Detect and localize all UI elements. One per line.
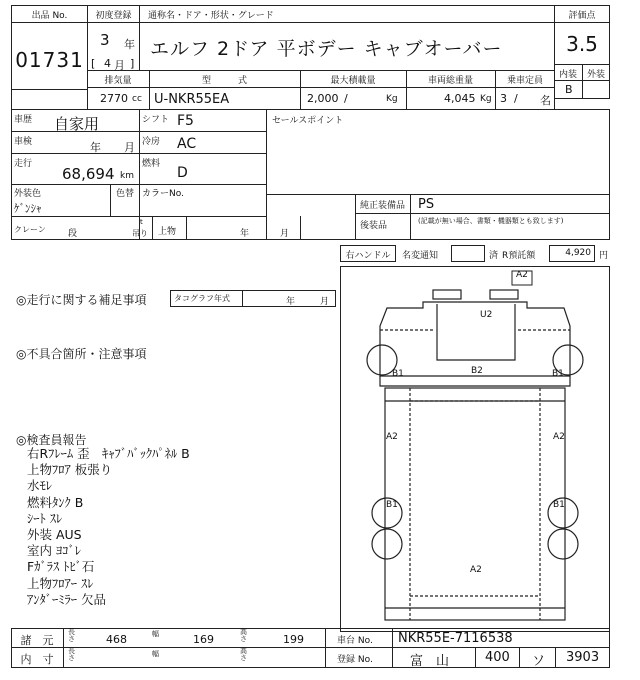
shift-label: シフト [142,115,170,125]
history-label: 車歴 [14,115,33,125]
tacho-year-unit: 年 [286,297,296,307]
upper-year-unit: 年 [240,229,250,239]
inspection-label: 車検 [14,137,33,147]
gross-weight-label: 車両総重量 [427,76,473,86]
crane-stage-unit: 段 [68,229,78,239]
first-reg-year: 3 [100,31,110,49]
upper-month-unit: 月 [280,229,290,239]
diagram-mark-a2-front: A2 [516,270,528,280]
max-load-unit: Kg [386,94,398,104]
capacity-unit: 名 [540,94,551,107]
first-reg-year-unit: 年 [124,38,135,51]
name-change-label: 名変通知 [402,251,439,261]
diagram-mark-a2-right: A2 [553,432,565,442]
first-reg-label: 初度登録 [95,11,132,21]
inspector-line: 上物ﾌﾛｱ 板張り [27,462,113,478]
height-label: 高さ [240,628,247,643]
ext-color-value: ｹﾞﾝｼｬ [14,202,42,215]
reg-region: 富 山 [410,654,450,669]
diagram-mark-a2-left: A2 [386,432,398,442]
length-value: 468 [106,633,127,646]
inspector-line: 燃料ﾀﾝｸ B [27,494,84,510]
inspection-month-unit: 月 [124,141,135,154]
retrofit-label: 後装品 [360,221,388,231]
first-reg-month: 4 [104,57,111,70]
height-value: 199 [283,633,304,646]
interior-width-label: 幅 [152,650,159,658]
interior-length-label: 長さ [68,647,75,662]
defects-label: ◎不具合箇所・注意事項 [16,347,147,361]
inspector-label: ◎検査員報告 [16,433,87,447]
inspector-line: 右Rﾌﾚｰﾑ 歪 ｷｬﾌﾞﾊﾞｯｸﾊﾟﾈﾙ B [27,446,190,461]
width-value: 169 [193,633,214,646]
ac-value: AC [177,136,197,152]
equipment-value: PS [418,197,435,212]
inspector-line: 水ﾓﾚ [27,478,53,494]
recycle-value: 4,920 [565,248,591,258]
crane-ton-unit: t [140,218,143,226]
crane-lift-unit: 吊り [132,229,148,238]
truck-outline-svg [340,266,610,632]
grade-value: 3.5 [566,32,598,56]
inspector-line: 室内 ﾖｺﾞﾚ [27,543,81,559]
inspector-line: Fｶﾞﾗｽ ﾄﾋﾞ石 [27,559,95,575]
inspection-year-unit: 年 [90,141,101,154]
grade-label: 評価点 [568,11,596,21]
lot-label: 出品 No. [31,11,68,21]
interior-grade: B [565,83,573,96]
diagram-mark-b1-left-rear: B1 [386,500,398,510]
type-value: U-NKR55EA [154,92,230,107]
footer-table [11,628,610,668]
mileage-label: 走行 [14,159,33,169]
model-name: エルフ 2ドア 平ボデー キャブオーバー [150,38,503,60]
color-change-label: 色替 [116,189,135,199]
rhd-label: 右ハンドル [345,251,391,261]
max-load-value: 2,000 [307,92,339,105]
capacity-sep: / [514,92,518,105]
width-label: 幅 [152,630,159,638]
ext-color-label: 外装色 [14,189,42,199]
capacity-label: 乗車定員 [506,76,543,86]
interior-height-label: 高さ [240,647,247,662]
max-load-sep: / [344,92,348,105]
first-reg-month-bracket-close: ] [130,57,135,70]
color-no-label: カラーNo. [142,189,184,199]
first-reg-month-bracket: [ [91,57,96,70]
chassis-label: 車台 No. [337,636,373,646]
upper-label: 上物 [158,227,177,237]
name-change-box [451,245,485,262]
tacho-label: タコグラフ年式 [174,294,230,303]
recycle-unit: 円 [599,251,609,261]
displacement-label: 排気量 [104,76,132,86]
displacement-value: 2770 [100,92,128,105]
max-load-label: 最大積載量 [330,76,376,86]
gross-weight-unit: Kg [480,94,492,104]
crane-label: クレーン [14,225,46,234]
sales-point-label: セールスポイント [272,116,344,126]
interior-grade-label: 内装 [558,70,577,80]
dims-label: 諸 元 [20,634,54,647]
ac-label: 冷房 [142,137,161,147]
type-label: 型 式 [201,76,247,86]
tacho-month-unit: 月 [320,297,330,307]
lot-number: 01731 [15,48,84,72]
diagram-mark-a2-rear: A2 [470,565,482,575]
exterior-grade-label: 外装 [586,70,605,80]
fuel-label: 燃料 [142,159,161,169]
chassis-value: NKR55E-7116538 [398,631,513,646]
reg-number: 3903 [566,650,600,665]
length-label: 長さ [68,628,75,643]
mileage-unit: km [120,171,134,181]
reg-kana: ソ [532,654,546,669]
reg-label: 登録 No. [337,655,373,665]
diagram-mark-b1-right-rear: B1 [553,500,565,510]
fuel-value: D [177,165,188,181]
inspector-line: ｱﾝﾀﾞｰﾐﾗｰ 欠品 [27,591,106,607]
diagram-mark-b1-right-cab: B1 [552,369,564,379]
shift-value: F5 [177,113,194,129]
recycle-label: R預託額 [502,251,536,261]
diagram-mark-b2: B2 [471,366,483,376]
diagram-mark-b1-left-cab: B1 [392,369,404,379]
equipment-label: 純正装備品 [360,201,406,211]
inspector-line: 外装 AUS [27,527,82,543]
inspector-lines [27,446,190,608]
gross-weight-value: 4,045 [444,92,476,105]
diagram-mark-u2: U2 [480,310,493,320]
history-value: 自家用 [54,115,100,133]
retrofit-note: (記載が無い場合、書類・機器類とも致します) [418,217,564,225]
inspector-line: 上物ﾌﾛｱｰ ｽﾚ [27,575,94,591]
mileage-value: 68,694 [62,165,115,183]
recycle-mark: 済 [489,251,499,261]
reg-class: 400 [485,650,510,665]
capacity-value: 3 [500,92,507,105]
first-reg-month-unit: 月 [114,59,125,72]
displacement-unit: cc [132,94,142,104]
inspector-line: ｼｰﾄ ｽﾚ [27,510,63,526]
model-name-label: 通称名・ドア・形状・グレード [148,11,274,21]
driving-notes-label: ◎走行に関する補足事項 [16,293,147,307]
interior-dims-label: 内 寸 [20,653,54,666]
